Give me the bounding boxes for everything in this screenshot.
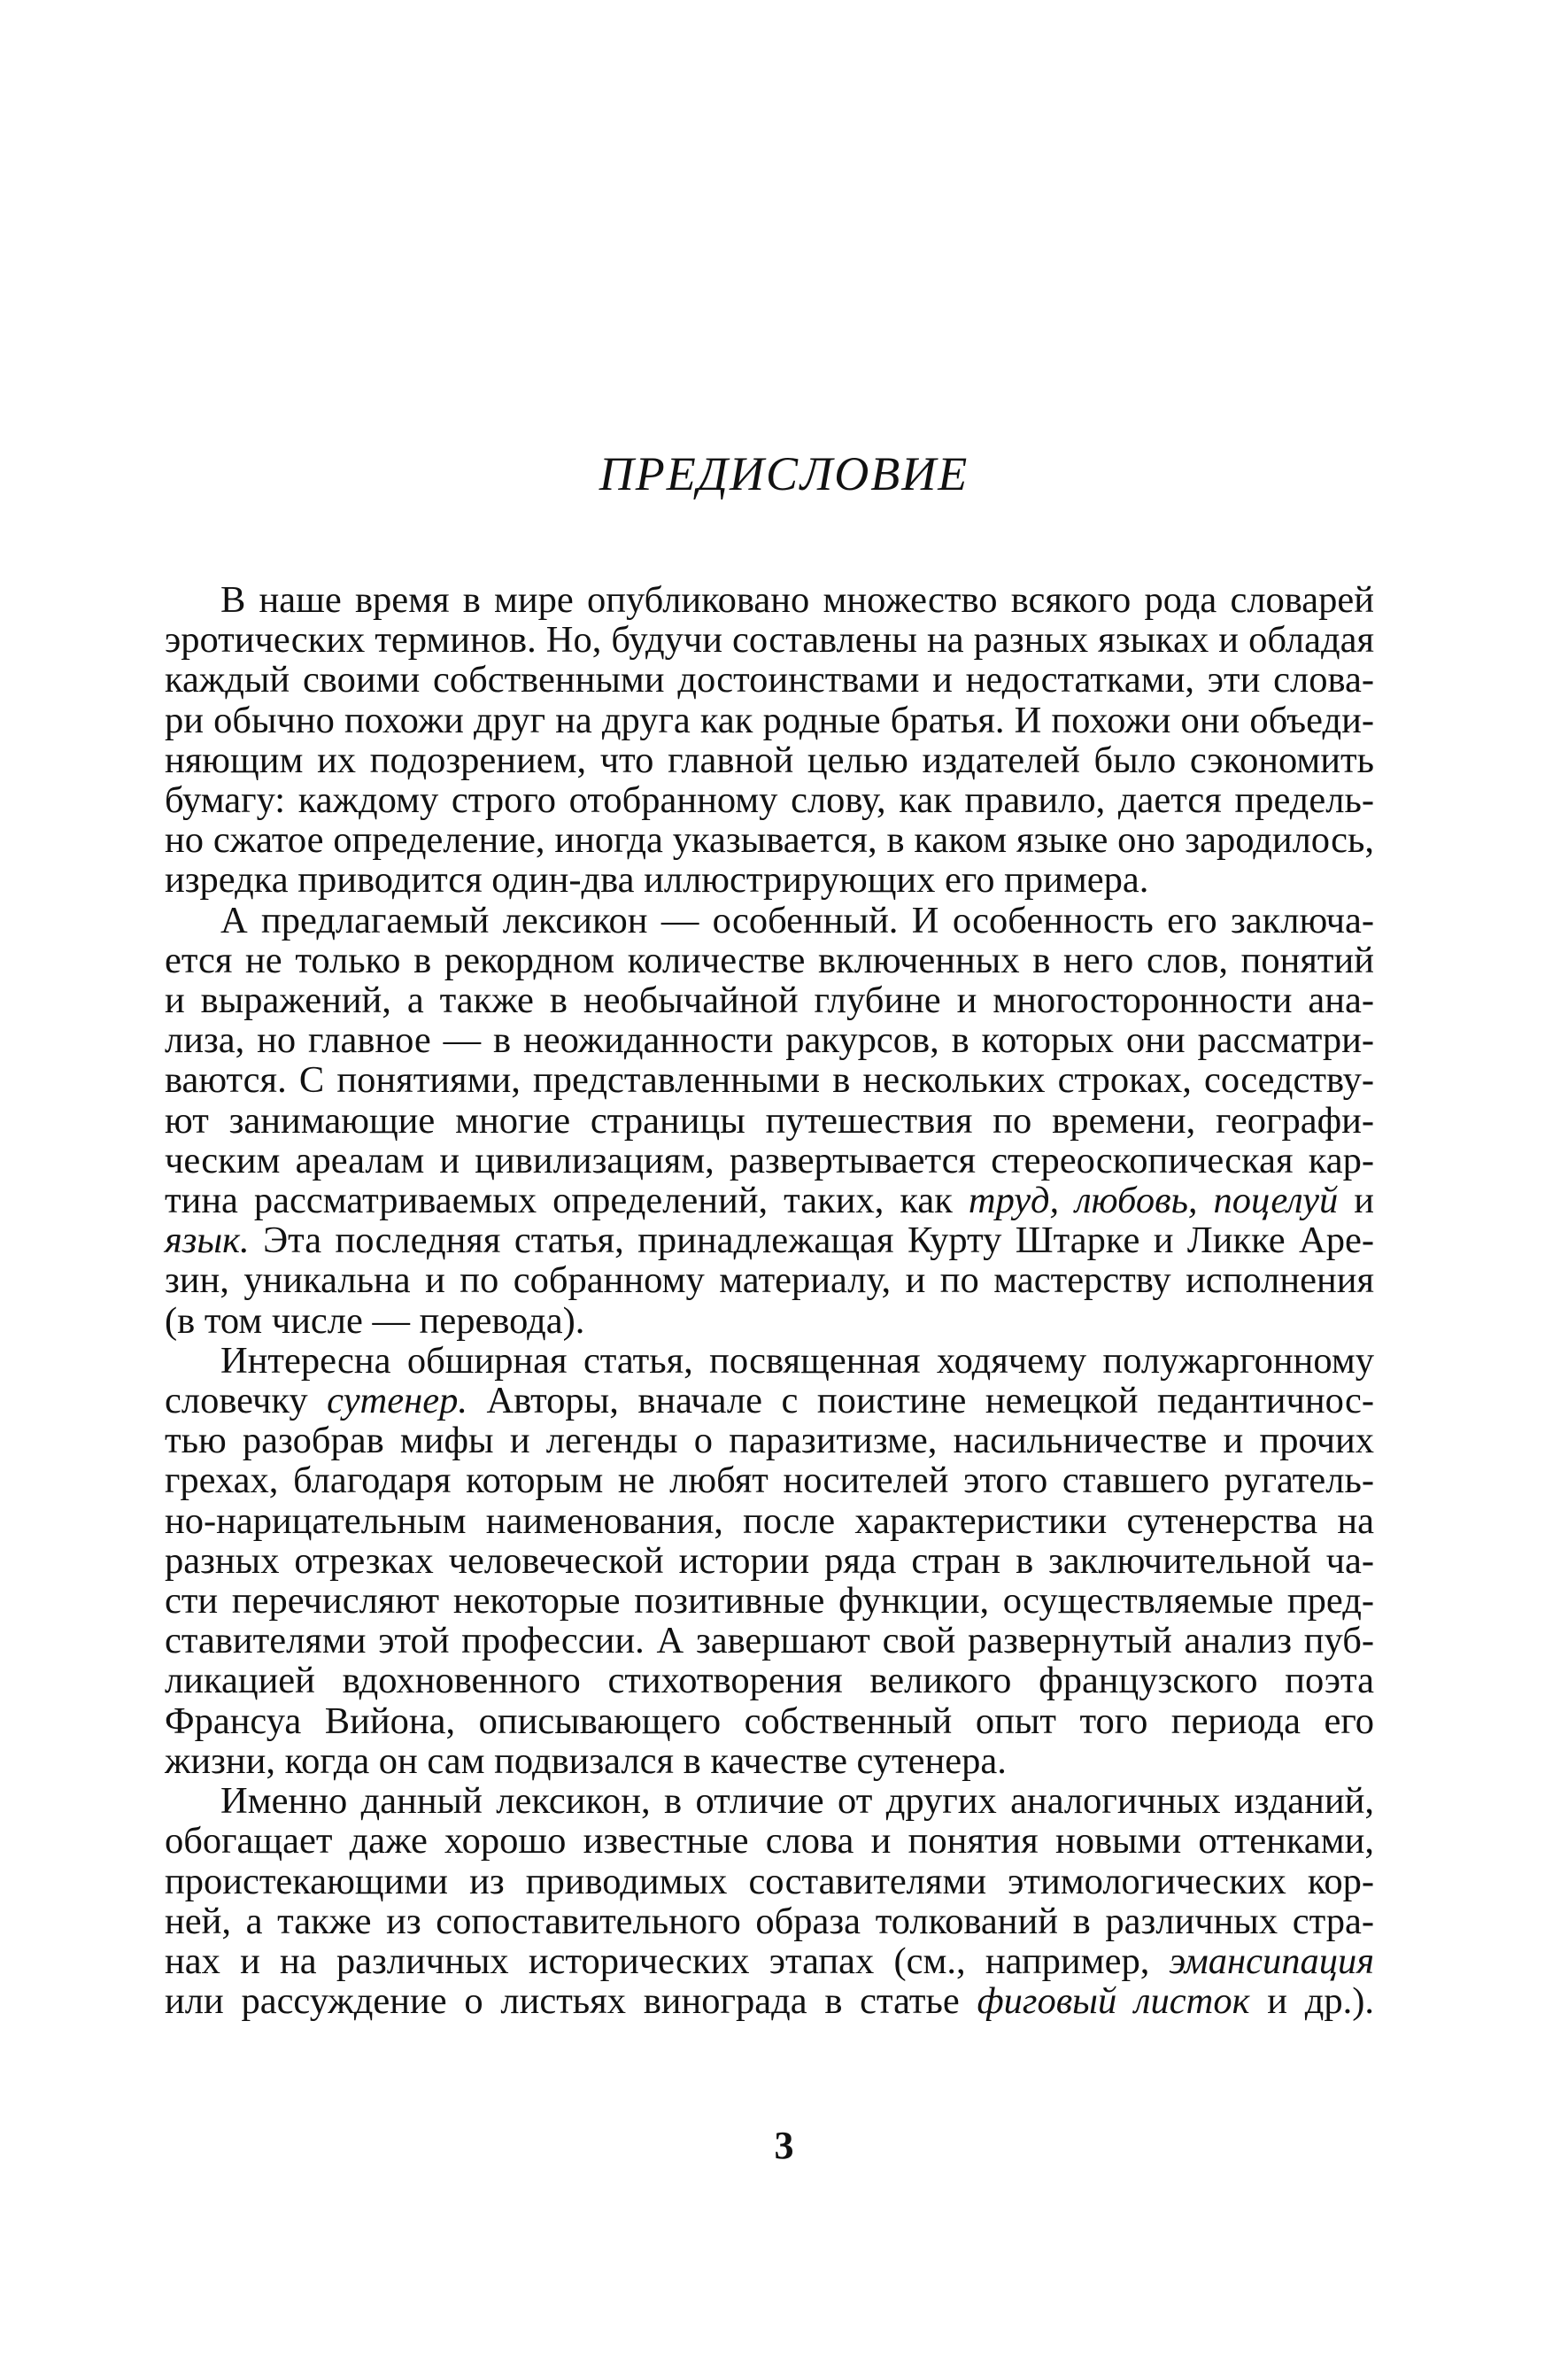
text-line: лиза, но главное — в неожиданности ракурсов, в которых они рассматри-: [165, 1019, 1374, 1062]
text-line: разных отрезках человеческой истории ряда стран в заключительной ча-: [165, 1539, 1374, 1582]
italic-term: фиговый листок: [977, 1980, 1250, 2023]
paragraph-3: [165, 1341, 1374, 1781]
text-line: жизни, когда он сам подвизался в качестве сутенера.: [165, 1739, 1007, 1782]
text-line: сти перечисляют некоторые позитивные функции, осуществляемые пред-: [165, 1580, 1374, 1622]
text-line: [165, 1220, 1374, 1260]
text-run: или рассуждение о листьях винограда в статье: [165, 1980, 977, 2023]
page-number: 3: [774, 2124, 794, 2167]
text-line: ри обычно похожи друг на друга как родные братья. И похожи они объеди-: [165, 699, 1374, 741]
text-run: словечку: [165, 1380, 328, 1422]
text-line: Интересна обширная статья, посвященная ходячему полужаргонному: [220, 1339, 1374, 1382]
text-run: и: [1338, 1180, 1374, 1222]
text-line: проистекающими из приводимых составителями этимологических кор-: [165, 1860, 1374, 1902]
text-line: (в том числе — перевода).: [165, 1299, 585, 1342]
text-line: [165, 1181, 1374, 1220]
text-line: ликацией вдохновенного стихотворения великого французского поэта: [165, 1660, 1374, 1702]
text-line: изредка приводится один-два иллюстрирующих его примера.: [165, 859, 1149, 902]
text-line: ется не только в рекордном количестве включенных в него слов, понятий: [165, 939, 1374, 981]
text-line: [165, 1941, 1374, 1981]
text-line: ней, а также из сопоставительного образа толкований в различных стра-: [165, 1900, 1374, 1942]
text-line: обогащает даже хорошо известные слова и понятия новыми оттенками,: [165, 1820, 1374, 1862]
text-run: Эта последняя статья, принадлежащая Курту Штарке и Ликке Аре-: [249, 1220, 1374, 1262]
text-line: В наше время в мире опубликовано множество всякого рода словарей: [220, 579, 1374, 621]
italic-term: язык.: [165, 1220, 250, 1262]
text-line: Именно данный лексикон, в отличие от других аналогичных изданий,: [220, 1780, 1374, 1823]
paragraph-2: [165, 901, 1374, 1341]
text-line: няющим их подозрением, что главной целью издателей было сэкономить: [165, 739, 1374, 781]
text-line: но сжатое определение, иногда указывается, в каком языке оно зародилось,: [165, 819, 1374, 862]
text-line: Франсуа Вийона, описывающего собственный опыт того периода его: [165, 1700, 1374, 1742]
text-line: А предлагаемый лексикон — особенный. И особенность его заключа-: [220, 899, 1374, 941]
text-run: нах и на различных исторических этапах (см., например,: [165, 1940, 1170, 1982]
italic-term: труд, любовь, поцелуй: [968, 1180, 1339, 1222]
paragraph-1: [165, 580, 1374, 901]
text-line: зин, уникальна и по собранному материалу, и по мастерству исполнения: [165, 1259, 1374, 1302]
text-line: ваются. С понятиями, представленными в нескольких строках, соседству-: [165, 1059, 1374, 1102]
text-line: грехах, благодаря которым не любят носителей этого ставшего ругатель-: [165, 1460, 1374, 1502]
text-line: [165, 1981, 1374, 2021]
text-line: но-нарицательным наименования, после характеристики сутенерства на: [165, 1499, 1374, 1542]
preface-text: [165, 580, 1374, 2021]
italic-term: эмансипация: [1169, 1940, 1374, 1982]
text-line: ческим ареалам и цивилизациям, развертывается стереоскопическая кар-: [165, 1139, 1374, 1181]
text-line: бумагу: каждому строго отобранному слову, как правило, дается предель-: [165, 779, 1374, 822]
text-run: Авторы, вначале с поистине немецкой педантичнос-: [467, 1380, 1374, 1422]
text-line: тью разобрав мифы и легенды о паразитизме, насильничестве и прочих: [165, 1420, 1374, 1462]
text-run: и др.).: [1249, 1980, 1374, 2023]
text-line: ют занимающие многие страницы путешествия по времени, географи-: [165, 1099, 1374, 1142]
paragraph-4: [165, 1781, 1374, 2021]
text-line: и выражений, а также в необычайной глубине и многосторонности ана-: [165, 980, 1374, 1022]
text-run: тина рассматриваемых определений, таких, как: [165, 1180, 969, 1222]
text-line: каждый своими собственными достоинствами и недостатками, эти слова-: [165, 659, 1374, 701]
text-line: ставителями этой профессии. А завершают свой развернутый анализ пуб-: [165, 1620, 1374, 1662]
italic-term: сутенер.: [327, 1380, 467, 1422]
text-line: эротических терминов. Но, будучи составлены на разных языках и обладая: [165, 619, 1374, 662]
text-line: [165, 1381, 1374, 1421]
page-title: ПРЕДИСЛОВИЕ: [599, 447, 969, 500]
